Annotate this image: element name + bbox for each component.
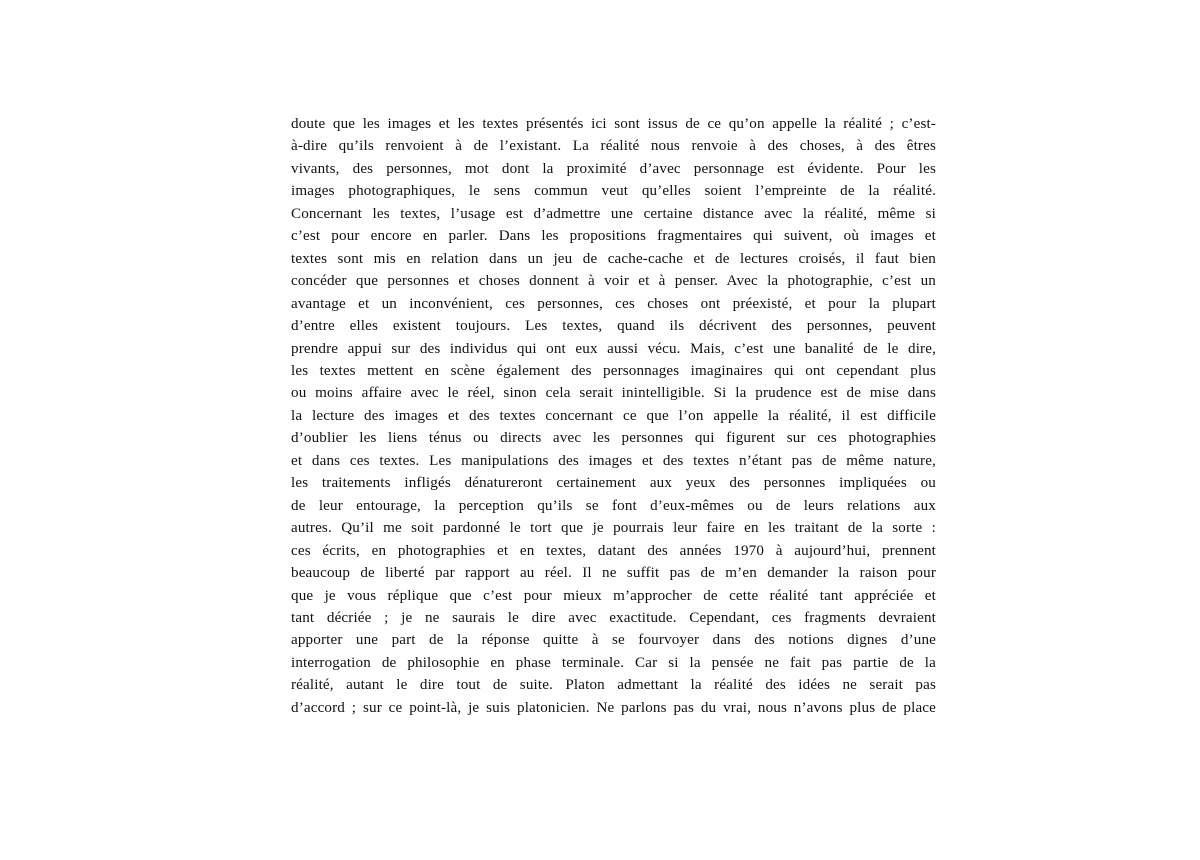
body-text-line [291, 315, 936, 337]
body-text-line-content: d’entre elles existent toujours. Les textes, quand ils décrivent des personnes, peuvent [291, 318, 936, 335]
body-text-line [291, 360, 936, 382]
body-text-line-content: et dans ces textes. Les manipulations des images et des textes n’étant pas de même nature, [291, 452, 936, 469]
body-text-line [291, 629, 936, 651]
body-text-line [291, 405, 936, 427]
body-text-line-content: concéder que personnes et choses donnent à voir et à penser. Avec la photographie, c’est un [291, 273, 936, 290]
body-text-line-content: ces écrits, en photographies et en textes, datant des années 1970 à aujourd’hui, prennent [291, 542, 936, 559]
body-text-line [291, 495, 936, 517]
body-text-line-content: ou moins affaire avec le réel, sinon cela serait inintelligible. Si la prudence est de mise dans [291, 385, 936, 402]
body-text-line [291, 113, 936, 135]
body-text-line [291, 652, 936, 674]
body-text-line [291, 382, 936, 404]
body-text-line-content: que je vous réplique que c’est pour mieux m’approcher de cette réalité tant appréciée et [291, 587, 936, 604]
body-text-line-content: d’accord ; sur ce point-là, je suis platonicien. Ne parlons pas du vrai, nous n’avons plus de place [291, 699, 936, 716]
body-text-line [291, 697, 936, 719]
body-text-line [291, 270, 936, 292]
body-text-line [291, 674, 936, 696]
body-text-line-content: images photographiques, le sens commun veut qu’elles soient l’empreinte de la réalité. [291, 183, 936, 200]
body-text-line-content: prendre appui sur des individus qui ont eux aussi vécu. Mais, c’est une banalité de le dire, [291, 340, 936, 357]
body-text-line-content: les traitements infligés dénatureront certainement aux yeux des personnes impliquées ou [291, 475, 936, 492]
body-text-line-content: vivants, des personnes, mot dont la proximité d’avec personnage est évidente. Pour les [291, 160, 936, 177]
body-text-line [291, 540, 936, 562]
body-text-line [291, 158, 936, 180]
body-text-line [291, 517, 936, 539]
body-text-line-content: tant décriée ; je ne saurais le dire avec exactitude. Cependant, ces fragments devraient [291, 609, 936, 626]
body-text-line [291, 225, 936, 247]
body-text-line-content: beaucoup de liberté par rapport au réel. Il ne suffit pas de m’en demander la raison pour [291, 565, 936, 582]
body-text-line-content: la lecture des images et des textes concernant ce que l’on appelle la réalité, il est difficile [291, 407, 936, 424]
body-text-line-content: doute que les images et les textes présentés ici sont issus de ce qu’on appelle la réalité ; c’est- [291, 116, 936, 132]
body-text-line [291, 607, 936, 629]
body-text-line-content: réalité, autant le dire tout de suite. Platon admettant la réalité des idées ne serait pas [291, 677, 936, 694]
body-text-line-content: interrogation de philosophie en phase terminale. Car si la pensée ne fait pas partie de la [291, 654, 936, 671]
body-text-column [291, 113, 936, 719]
body-text-line-content: autres. Qu’il me soit pardonné le tort que je pourrais leur faire en les traitant de la sorte : [291, 520, 936, 537]
body-text-line [291, 338, 936, 360]
body-text-line-content: les textes mettent en scène également des personnages imaginaires qui ont cependant plus [291, 362, 936, 379]
body-text-line [291, 135, 936, 157]
body-text-line-content: de leur entourage, la perception qu’ils se font d’eux-mêmes ou de leurs relations aux [291, 497, 936, 514]
body-text-line [291, 450, 936, 472]
body-text-line [291, 562, 936, 584]
body-text-line [291, 472, 936, 494]
body-text-line-content: Concernant les textes, l’usage est d’admettre une certaine distance avec la réalité, même si [291, 205, 936, 222]
body-text-line-content: apporter une part de la réponse quitte à se fourvoyer dans des notions dignes d’une [291, 632, 936, 649]
body-text-line [291, 293, 936, 315]
body-text-line-content: textes sont mis en relation dans un jeu de cache-cache et de lectures croisés, il faut bien [291, 250, 936, 267]
body-text-line-content: c’est pour encore en parler. Dans les propositions fragmentaires qui suivent, où images et [291, 228, 936, 245]
body-text-line-content: d’oublier les liens ténus ou directs avec les personnes qui figurent sur ces photographies [291, 430, 936, 447]
body-text-line [291, 585, 936, 607]
body-text-line [291, 427, 936, 449]
body-text-line-content: à-dire qu’ils renvoient à de l’existant. La réalité nous renvoie à des choses, à des êtres [291, 138, 936, 155]
body-text-line [291, 248, 936, 270]
body-text-line [291, 203, 936, 225]
body-text-line-content: avantage et un inconvénient, ces personnes, ces choses ont préexisté, et pour la plupart [291, 295, 936, 312]
body-text-line [291, 180, 936, 202]
